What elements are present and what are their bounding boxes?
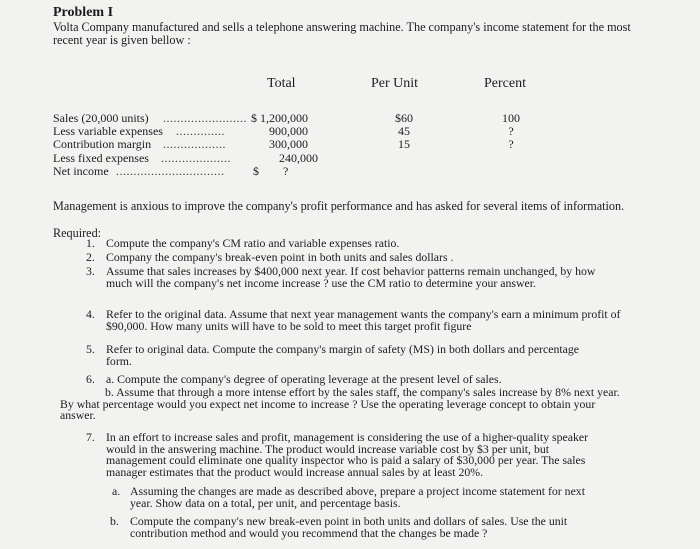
row-dots: ........................ (163, 111, 247, 125)
list-item-text: In an effort to increase sales and profit, management is considering the use of a higher-quality speaker would in the answering machine. The product would increase variable cost by $3 per unit, but management could eliminate one quality inspector who is paid a salary of $30,000 per year. The sales manager estimates that the product would increase annual sales by at least 20%. (106, 430, 589, 479)
list-item (112, 486, 602, 509)
header-per-unit: Per Unit (371, 76, 419, 91)
row-total-contribution-margin: 300,000 (269, 137, 308, 151)
list-item-text: Assume that sales increases by $400,000 next year. If cost behavior patterns remain unchanged, by how much will the company's net income increase ? use the CM ratio to determine your answer. (106, 264, 596, 290)
row-dots: ............................... (116, 164, 225, 178)
list-item-number: 4. (86, 307, 95, 321)
list-item-text: Refer to original data. Compute the company's margin of safety (MS) in both dollars and percentage form. (106, 342, 579, 368)
list-item (86, 250, 650, 264)
row-total-prefix-net-income: $ (253, 164, 259, 178)
row-pct-variable-expenses: ? (508, 124, 514, 138)
list-item (60, 387, 620, 422)
list-item (86, 307, 630, 333)
list-item-number: 5. (86, 342, 95, 356)
list-item-number: 3. (86, 264, 95, 278)
problem-title: Problem I (53, 5, 114, 20)
list-item-text: b. Assume that through a more intense effort by the sales staff, the company's sales increase by 8% next year. By what percentage would you expect net income to increase ? Use the operating leverage concept to obtain your answer. (60, 385, 620, 423)
required-label: Required: (53, 226, 102, 240)
list-item (86, 372, 650, 386)
row-label-contribution-margin: Contribution margin (53, 137, 152, 151)
row-label-variable-expenses: Less variable expenses (53, 124, 163, 138)
management-paragraph: Management is anxious to improve the company's profit performance and has asked for several items of information. (53, 199, 625, 213)
list-item (86, 264, 600, 290)
header-total: Total (267, 76, 296, 91)
list-item-text: Company the company's break-even point in both units and sales dollars . (106, 250, 454, 264)
row-unit-contribution-margin: 15 (398, 137, 410, 151)
row-label-fixed-expenses: Less fixed expenses (53, 151, 149, 165)
row-unit-variable-expenses: 45 (398, 124, 410, 138)
intro-paragraph: Volta Company manufactured and sells a telephone answering machine. The company's income statement for the most recent year is given bellow : (53, 20, 631, 47)
list-item-text: Compute the company's CM ratio and variable expenses ratio. (106, 236, 400, 250)
row-total-fixed-expenses: 240,000 (279, 151, 318, 165)
row-pct-sales: 100 (502, 111, 520, 125)
list-item (86, 236, 650, 250)
row-label-net-income: Net income (53, 164, 109, 178)
list-item-text: Refer to the original data. Assume that next year management wants the company's earn a minimum profit of $90,000. How many units will have to be sold to meet this target profit figure (106, 307, 621, 333)
list-item-number: 2. (86, 250, 95, 264)
row-total-variable-expenses: 900,000 (269, 124, 308, 138)
row-dots: .................... (161, 151, 231, 165)
list-item-text: Compute the company's new break-even point in both units and dollars of sales. Use the unit contribution method and would you recommend that the changes be made ? (130, 514, 568, 540)
row-total-sales: $ 1,200,000 (251, 111, 308, 125)
row-unit-sales: $60 (395, 111, 413, 125)
list-item (86, 342, 590, 368)
header-percent: Percent (484, 76, 526, 91)
row-dots: .............. (176, 124, 225, 138)
row-label-sales: Sales (20,000 units) (53, 111, 149, 125)
list-item-text: a. Compute the company's degree of operating leverage at the present level of sales. (106, 372, 502, 386)
list-item (86, 430, 612, 479)
list-item-number: 1. (86, 236, 95, 250)
list-item (110, 516, 610, 539)
row-pct-contribution-margin: ? (508, 137, 514, 151)
row-dots: .................. (163, 137, 226, 151)
list-item-number: 6. (86, 372, 95, 386)
list-item-letter: a. (112, 484, 121, 498)
list-item-text: Assuming the changes are made as described above, prepare a project income statement for next year. Show data on a total, per unit, and percentage basis. (130, 484, 585, 510)
row-total-net-income: ? (283, 164, 289, 178)
list-item-number: 7. (86, 430, 95, 444)
list-item-letter: b. (110, 514, 119, 528)
